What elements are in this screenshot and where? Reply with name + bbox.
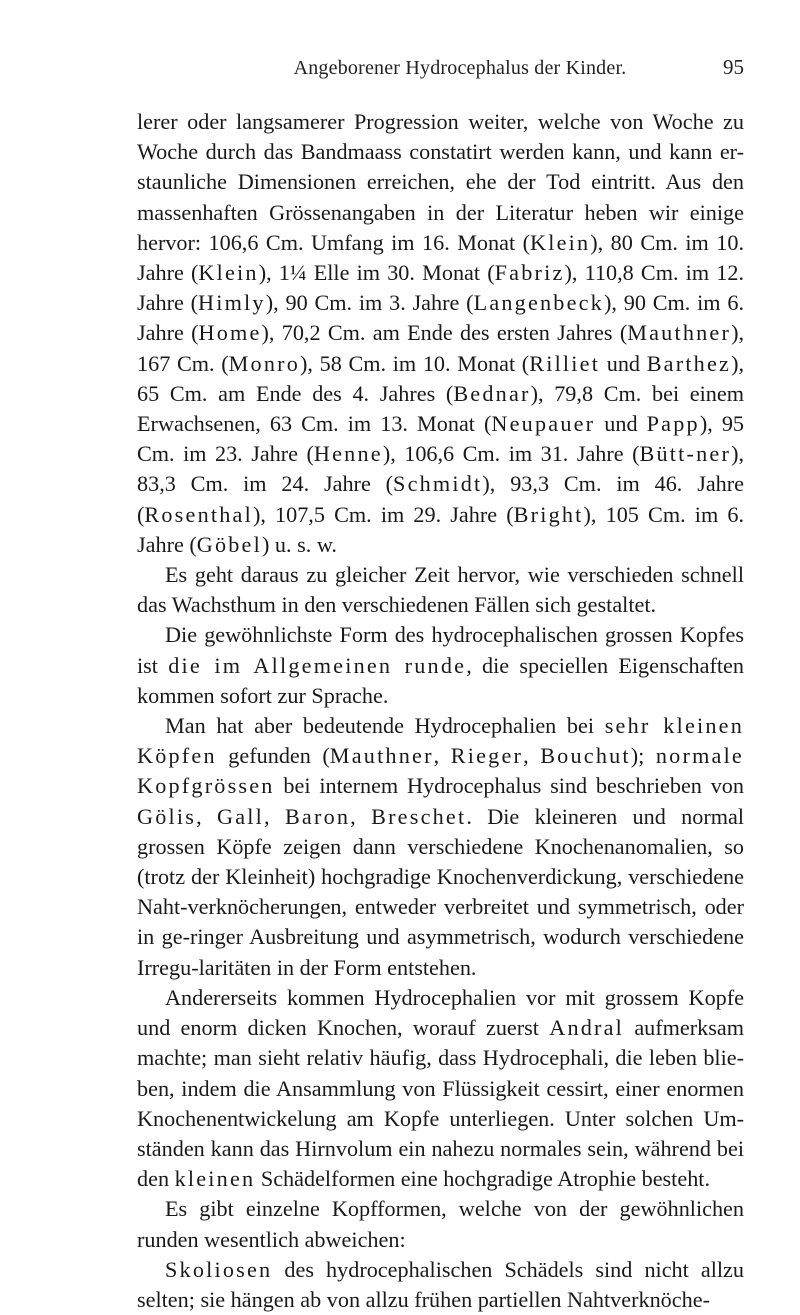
spaced-emphasis-text: Andral — [549, 1015, 625, 1041]
paragraph — [137, 560, 744, 620]
spaced-emphasis-text: Rosenthal — [144, 501, 253, 527]
spaced-emphasis-text: Göbel — [196, 531, 262, 557]
text-run: ) u. s. w. — [261, 531, 337, 557]
paragraph — [137, 107, 744, 560]
spaced-emphasis-text: Klein — [198, 260, 259, 286]
text-run: Es gibt einzelne Kopfformen, welche von der gewöhnlichen runden wesentlich abweichen: — [137, 1196, 744, 1252]
text-run: , die speciellen Eigenschaften kommen sofort zur Sprache. — [137, 652, 744, 708]
paragraph — [137, 983, 744, 1194]
text-run: aufmerksam machte; man sieht relativ häufig, dass Hydrocephali, die leben blie-ben, indem die Ansammlung von Flüssigkeit cessirt, einer enormen Knochenentwickelung am Kopfe unterliegen. Unter solchen Um-ständen kann das Hirnvolum ein nahezu normales sein, während bei den — [137, 1015, 744, 1192]
text-run: ), 107,5 Cm. im 29. Jahre ( — [252, 501, 514, 527]
text-run: Schädelformen eine hochgradige Atrophie besteht. — [255, 1166, 711, 1192]
spaced-emphasis-text: Bright — [513, 501, 584, 527]
body-text — [137, 107, 744, 1315]
spaced-emphasis-text: normale Kopfgrössen — [137, 743, 744, 799]
text-run: ), 70,2 Cm. am Ende des ersten Jahres ( — [261, 320, 628, 346]
spaced-emphasis-text: Gölis — [137, 803, 197, 829]
text-run: ), 80 Cm. im 10. Jahre ( — [137, 229, 744, 286]
spaced-emphasis-text: Fabriz — [494, 260, 565, 286]
spaced-emphasis-text: die im Allgemeinen runde — [168, 652, 467, 678]
text-run: ), 83,3 Cm. im 24. Jahre ( — [137, 441, 744, 497]
text-run: ), 65 Cm. am Ende des 4. Jahres ( — [137, 350, 745, 406]
spaced-emphasis-text: Schmidt — [393, 471, 483, 497]
spaced-emphasis-text: Henne — [313, 441, 383, 467]
spaced-emphasis-text: Klein — [529, 229, 591, 255]
spaced-emphasis-text: kleinen — [174, 1166, 256, 1192]
text-run: ), 167 Cm. ( — [137, 320, 744, 376]
spaced-emphasis-text: Rilliet — [529, 350, 601, 376]
text-run: und — [595, 411, 647, 437]
text-run: gefunden ( — [216, 743, 330, 769]
text-run: Es geht daraus zu gleicher Zeit hervor, wie verschieden schnell das Wachsthum in den verschiedenen Fällen sich gestaltet. — [137, 562, 744, 618]
spaced-emphasis-text: Home — [198, 320, 262, 346]
text-run: ), 110,8 Cm. im 12. Jahre ( — [137, 260, 745, 316]
paragraph — [137, 1255, 744, 1315]
spaced-emphasis-text: Baron — [284, 803, 351, 829]
text-run: bei internem Hydrocephalus sind beschrieben von — [274, 773, 744, 799]
text-run: des hydrocephalischen Schädels sind nicht allzu selten; sie hängen ab von allzu frühen partiellen Nahtverknöche- — [137, 1256, 744, 1312]
text-run: und — [600, 350, 647, 376]
text-run: ), 58 Cm. im 10. Monat ( — [300, 350, 530, 376]
text-run: , — [433, 743, 451, 769]
text-run: , — [264, 803, 285, 829]
text-run: ), 1¼ Elle im 30. Monat ( — [258, 260, 495, 286]
spaced-emphasis-text: Mauthner — [329, 743, 434, 769]
spaced-emphasis-text: Gall — [217, 803, 265, 829]
spaced-emphasis-text: Neupauer — [491, 411, 596, 437]
paragraph — [137, 620, 744, 711]
text-run: , — [523, 743, 541, 769]
spaced-emphasis-text: Monro — [228, 350, 301, 376]
running-title: Angeborener Hydrocephalus der Kinder. — [293, 57, 627, 79]
text-run: lerer oder langsamerer Progression weiter, welche von Woche zu Woche durch das Bandmaass constatirt werden kann, und kann er-staunliche Dimensionen erreichen, ehe der Tod eintritt. Aus den massenhaften Grössenangaben in der Literatur heben wir einige hervor: 106,6 Cm. Umfang im 16. Monat ( — [137, 109, 744, 255]
text-run: ), 95 Cm. im 23. Jahre ( — [137, 411, 745, 467]
paragraph — [137, 1194, 744, 1254]
text-run: , — [350, 803, 372, 829]
text-run: Man hat aber bedeutende Hydrocephalien bei — [165, 713, 605, 739]
text-run: Andererseits kommen Hydrocephalien vor mit grossem Kopfe und enorm dicken Knochen, worauf zuerst — [137, 984, 744, 1041]
spaced-emphasis-text: Bednar — [453, 380, 531, 406]
spaced-emphasis-text: Breschet — [371, 803, 467, 829]
text-run: ), 106,6 Cm. im 31. Jahre ( — [382, 441, 640, 467]
text-run: . Die kleineren und normal grossen Köpfe zeigen dann verschiedene Knochenanomalien, so (trotz der Kleinheit) hochgradige Knochenverdickung, verschiedene Naht-verknöcherungen, entweder verbreitet und symmetrisch, oder in ge-ringer Ausbreitung und asymmetrisch, wodurch verschiedene Irregu-laritäten in der Form entstehen. — [137, 803, 745, 980]
spaced-emphasis-text: Barthez — [646, 350, 732, 376]
page-number: 95 — [723, 55, 744, 79]
spaced-emphasis-text: Langenbeck — [473, 290, 604, 316]
spaced-emphasis-text: Rieger — [450, 743, 524, 769]
spaced-emphasis-text: Bütt-ner — [639, 441, 732, 467]
text-run: ), 79,8 Cm. bei einem Erwachsenen, 63 Cm. im 13. Monat ( — [137, 380, 745, 437]
page-header — [137, 55, 744, 95]
spaced-emphasis-text: Mauthner — [627, 320, 732, 346]
text-run: ), 90 Cm. im 3. Jahre ( — [265, 290, 474, 316]
spaced-emphasis-text: Papp — [646, 411, 700, 437]
spaced-emphasis-text: sehr kleinen Köpfen — [137, 713, 745, 769]
text-run: ), 90 Cm. im 6. Jahre ( — [137, 290, 744, 346]
text-run: ), 105 Cm. im 6. Jahre ( — [137, 501, 744, 557]
text-run: ), 93,3 Cm. im 46. Jahre ( — [137, 471, 745, 527]
text-run: ); — [630, 743, 656, 769]
paragraph — [137, 711, 744, 983]
text-run: , — [196, 803, 218, 829]
text-run: Die gewöhnlichste Form des hydrocephalischen grossen Kopfes ist — [137, 622, 744, 678]
spaced-emphasis-text: Himly — [198, 290, 266, 316]
spaced-emphasis-text: Skoliosen — [165, 1256, 273, 1282]
spaced-emphasis-text: Bouchut — [540, 743, 631, 769]
